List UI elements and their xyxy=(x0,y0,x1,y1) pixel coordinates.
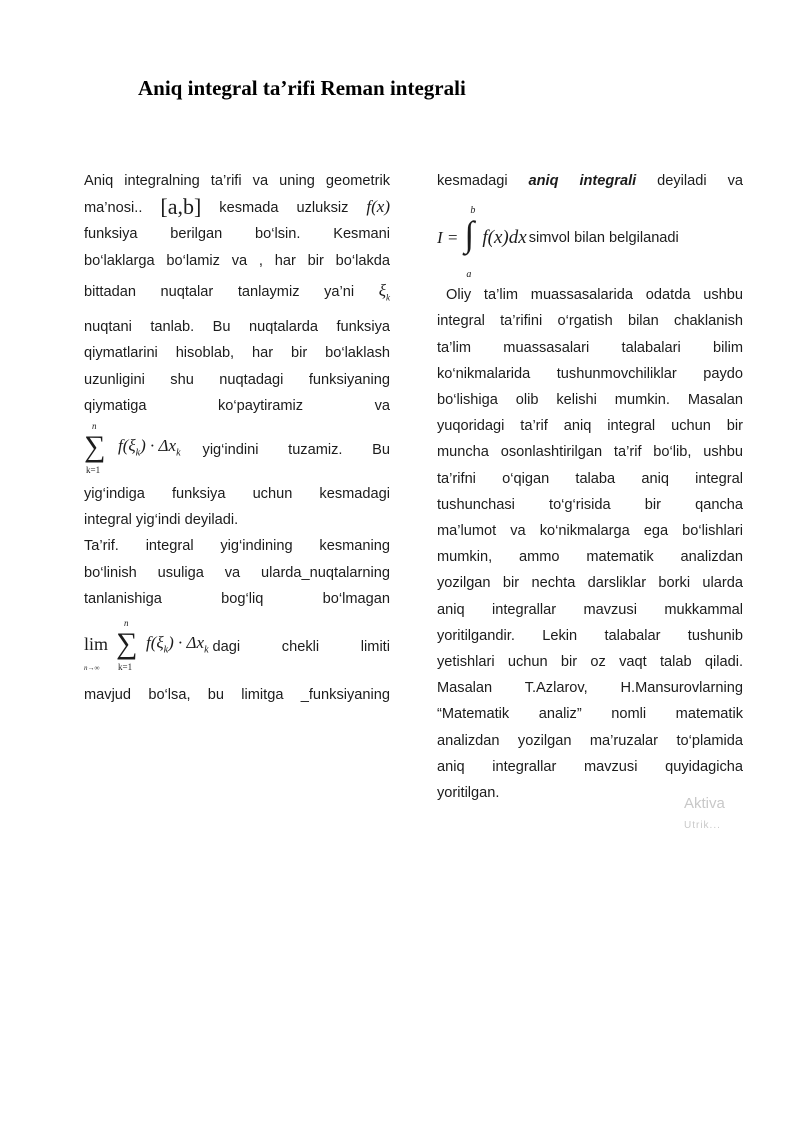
text-line: aniq integrallar mavzusi quyidagicha xyxy=(437,758,743,775)
text-line: Aniq integralning ta’rifi va uning geometrik xyxy=(84,173,390,189)
text-line: qiymatiga ko‘paytiramiz va xyxy=(84,397,390,414)
text-line: integral yig‘indi deyiladi. xyxy=(84,512,239,529)
text-line: Oliy ta’lim muassasalarida odatda ushbu xyxy=(446,287,743,304)
text-line: uzunligini shu nuqtadagi funksiyaning xyxy=(84,371,390,388)
text-line: bo‘lishiga olib kelishi mumkin. Masalan xyxy=(437,392,743,409)
text-line: Ta’rif. integral yig‘indining kesmaning xyxy=(84,538,390,555)
limit-formula-line: lim n→∞ n ∑ k=1 $f(\xi_k) \cdot \Delta x_k$ dagi chekli limiti xyxy=(84,612,390,682)
text-line: tushunchasi to‘g‘risida bir qancha xyxy=(437,496,743,513)
text-line: ko‘nikmalarida tushunmovchiliklar paydo xyxy=(437,365,743,382)
emphasis-term: aniq integrali xyxy=(528,173,637,189)
text-line: yuqoridagi ta’rif aniq integral uchun bir xyxy=(437,418,743,435)
text-line: Masalan T.Azlarov, H.Mansurovlarning xyxy=(437,680,743,697)
right-column xyxy=(437,168,743,806)
text-line: “Matematik analiz” nomli matematik xyxy=(437,706,743,723)
sum-formula-line: n ∑ k=1 $f(\xi_k) \cdot \Delta x_k$ yig‘indini tuzamiz. Bu xyxy=(84,419,390,481)
paragraph xyxy=(437,282,743,780)
text-line: bo‘laklarga bo‘lamiz va , har bir bo‘lakda xyxy=(84,252,390,269)
text-line: ma’lumot va ko‘nikmalarga ega bo‘lishlari xyxy=(437,523,743,540)
text-line: yetishlari uchun bir oz vaqt talab qiladi. xyxy=(437,654,743,671)
text-line: mavjud bo‘lsa, bu limitga _funksiyaning xyxy=(84,687,390,704)
document-title: Aniq integral ta’rifi Reman integrali xyxy=(138,76,466,100)
text-line: ta’rifni o‘qigan talaba aniq integral xyxy=(437,470,743,487)
text-line: qiymatlarini hisoblab, har bir bo‘laklash xyxy=(84,345,390,362)
integral-expression: f(x)dx xyxy=(482,227,527,249)
sigma-symbol: n ∑ k=1 xyxy=(116,618,138,673)
text-line: yoritilgandir. Lekin talabalar tushunib xyxy=(437,627,743,644)
xi-formula: $\xi_k$ xyxy=(378,280,390,303)
sigma-symbol: n ∑ k=1 xyxy=(84,421,106,476)
text-line: bo‘linish usuliga va ularda_nuqtalarning xyxy=(84,564,390,581)
interval-formula: [a,b] xyxy=(160,194,202,220)
sum-expression: $f(\xi_k) \cdot \Delta x_k$ xyxy=(118,436,181,459)
text-line: ma’nosi.. [a,b] kesmada uzluksiz f(x) xyxy=(84,194,390,220)
text-line: yig‘indiga funksiya uchun kesmadagi xyxy=(84,486,390,503)
text-line: muncha osonlashtirilgan ta’rif bo‘lib, ushbu xyxy=(437,444,743,461)
function-formula: f(x) xyxy=(366,197,390,217)
text-line: tanlanishiga bog‘liq bo‘lmagan xyxy=(84,590,390,607)
text-line: bittadan nuqtalar tanlaymiz ya’ni $\xi_k$ xyxy=(84,280,390,303)
text-line: analizdan yozilgan ma’ruzalar to‘plamida xyxy=(437,732,743,749)
text-line: yozilgan bir nechta darsliklar borki ularda xyxy=(437,575,743,592)
integral-symbol: b ∫ a xyxy=(464,205,476,281)
text-line: ta’lim muassasalari talabalari bilim xyxy=(437,339,743,356)
text-line: aniq integrallar mavzusi mukkammal xyxy=(437,601,743,618)
limit-expression: $f(\xi_k) \cdot \Delta x_k$ xyxy=(146,633,209,656)
text-line: kesmadagi aniq integrali deyiladi va xyxy=(437,173,744,189)
left-column xyxy=(84,168,390,708)
text-line: yoritilgan. xyxy=(437,785,500,802)
text-line: nuqtani tanlab. Bu nuqtalarda funksiya xyxy=(84,319,390,336)
limit-symbol: lim n→∞ xyxy=(84,634,109,673)
text-line: integral ta’rifini o‘rgatish bilan chaklanish xyxy=(437,313,743,330)
text-line: funksiya berilgan bo‘lsin. Kesmani xyxy=(84,226,390,243)
text-line: mumkin, ammo matematik analizdan xyxy=(437,549,743,566)
integral-formula-line: I = b ∫ a f(x)dx simvol bilan belgilanadi xyxy=(437,194,743,282)
watermark: Aktiva Utrik... xyxy=(684,795,725,831)
